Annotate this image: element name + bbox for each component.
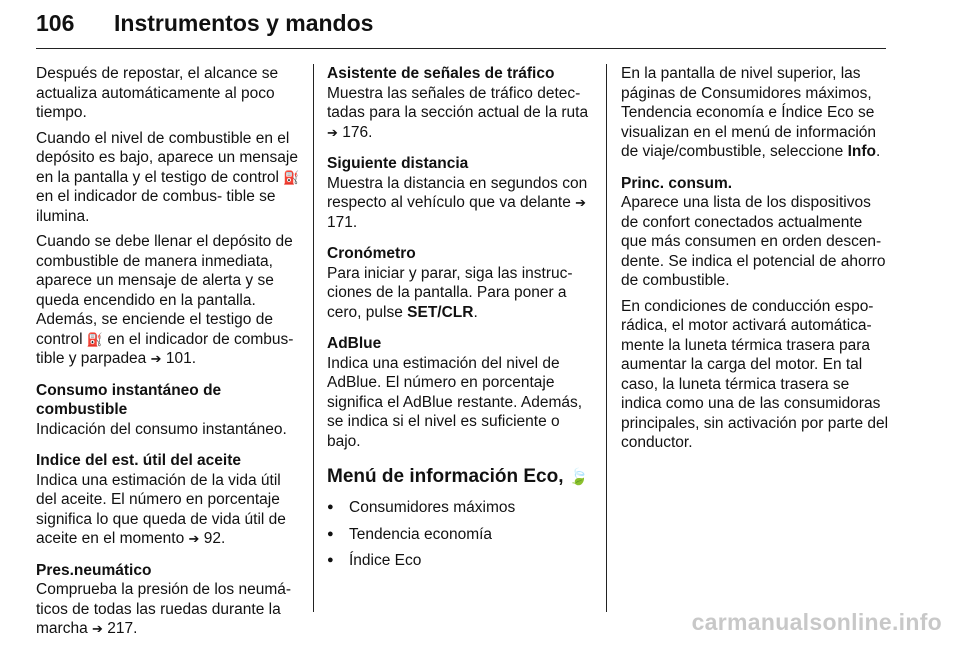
column-1 xyxy=(36,64,302,645)
section-heading: Asistente de señales de tráfico xyxy=(327,65,555,82)
paragraph xyxy=(621,64,889,162)
fuel-pump-icon: ⛽ xyxy=(283,169,300,185)
list-item: ● Índice Eco xyxy=(327,551,595,571)
paragraph-text: Comprueba la presión de los neumá- ticos de todas las ruedas durante la marcha xyxy=(36,581,292,637)
paragraph xyxy=(36,580,302,639)
section-heading: AdBlue xyxy=(327,335,382,352)
paragraph-text: Cuando se debe llenar el depósito de combustible de manera inmediata, aparece un mensaje de alerta y se queda encendido en la pantalla. Además, se enciende el testigo de control xyxy=(36,233,293,348)
paragraph xyxy=(327,84,595,143)
reference-arrow-icon: ➔ xyxy=(188,531,200,546)
paragraph-text: . xyxy=(876,143,881,160)
paragraph-text: En la pantalla de nivel superior, las páginas de Consumidores máximos, Tendencia economía e Índice Eco se visualizan en el menú de información de viaje/combustible, seleccione xyxy=(621,65,877,160)
paragraph-text: Indica una estimación de la vida útil del aceite. El número en porcentaje significa lo que queda de vida útil de aceite en el momento xyxy=(36,471,286,547)
section-title-text: Menú de información Eco, xyxy=(327,466,564,487)
paragraph-text: Cuando el nivel de combustible en el depósito es bajo, aparece un mensaje en la pantalla y el testigo de control xyxy=(36,129,298,186)
paragraph: Indicación del consumo instantáneo. xyxy=(36,420,287,438)
reference-arrow-icon: ➔ xyxy=(92,621,103,636)
reference-arrow-icon: ➔ xyxy=(327,124,338,140)
eco-leaf-icon: 🍃 xyxy=(568,469,589,486)
page-title: Instrumentos y mandos xyxy=(114,10,374,36)
list-item: ● Tendencia economía xyxy=(327,525,595,545)
column-3 xyxy=(621,64,889,459)
watermark: carmanualsonline.info xyxy=(691,609,942,635)
section-heading: Siguiente distancia xyxy=(327,155,469,172)
page-reference: 92. xyxy=(203,530,226,547)
page-reference: 176. xyxy=(342,123,373,141)
paragraph-text: . xyxy=(473,303,478,321)
paragraph-text: Muestra la distancia en segundos con respecto al vehículo que va delante xyxy=(327,174,588,211)
paragraph-text: Muestra las señales de tráfico detec- tadas para la sección actual de la ruta xyxy=(327,84,589,121)
list-item: ● Consumidores máximos xyxy=(327,498,595,518)
reference-arrow-icon: ➔ xyxy=(575,195,587,210)
paragraph: Aparece una lista de los dispositivos de confort conectados actualmente que más consumen en orden descen- dente. Se indica el potencial de ahorro de combustible. xyxy=(621,194,886,289)
paragraph-text: en el indicador de combus- tible se ilumina. xyxy=(36,188,276,225)
column-divider xyxy=(313,64,314,612)
paragraph: En condiciones de conducción espo- rádica, el motor activará automática- mente la luneta térmica trasera para aumentar la carga del motor. En tal caso, la luneta térmica trasera se indica como una de las consumidoras principales, sin activación por parte del conductor. xyxy=(621,297,889,451)
column-divider xyxy=(606,64,607,612)
fuel-pump-icon: ⛽ xyxy=(86,331,104,347)
page-header xyxy=(36,6,886,49)
paragraph: Indica una estimación del nivel de AdBlue. El número en porcentaje significa el AdBlue restante. Además, se indica si el nivel es suficiente o bajo. xyxy=(327,354,583,450)
paragraph xyxy=(36,471,302,549)
keyword: Info xyxy=(847,143,877,160)
section-heading: Cronómetro xyxy=(327,245,416,262)
paragraph xyxy=(327,174,595,233)
paragraph: Después de repostar, el alcance se actualiza automáticamente al poco tiempo. xyxy=(36,65,279,121)
section-heading: Consumo instantáneo de combustible xyxy=(36,381,222,418)
paragraph-text: Para iniciar y parar, siga las instruc- ciones de la pantalla. Para poner a cero, pulse xyxy=(327,264,573,321)
paragraph xyxy=(36,232,302,369)
section-heading: Princ. consum. xyxy=(621,174,733,192)
page-number: 106 xyxy=(36,10,75,36)
paragraph xyxy=(327,264,595,323)
page-reference: 101. xyxy=(165,350,196,367)
section-heading: Pres.neumático xyxy=(36,561,152,579)
keyword: SET/CLR xyxy=(407,303,474,321)
bullet-list xyxy=(327,498,595,571)
reference-arrow-icon: ➔ xyxy=(150,351,162,366)
paragraph xyxy=(36,129,302,227)
section-heading: Indice del est. útil del aceite xyxy=(36,452,242,469)
section-title xyxy=(327,465,595,490)
paragraph-text: en el indicador de combus- tible y parpadea xyxy=(36,330,294,367)
page-reference: 217. xyxy=(107,620,138,637)
page-reference: 171. xyxy=(327,213,358,231)
column-2 xyxy=(327,64,595,578)
